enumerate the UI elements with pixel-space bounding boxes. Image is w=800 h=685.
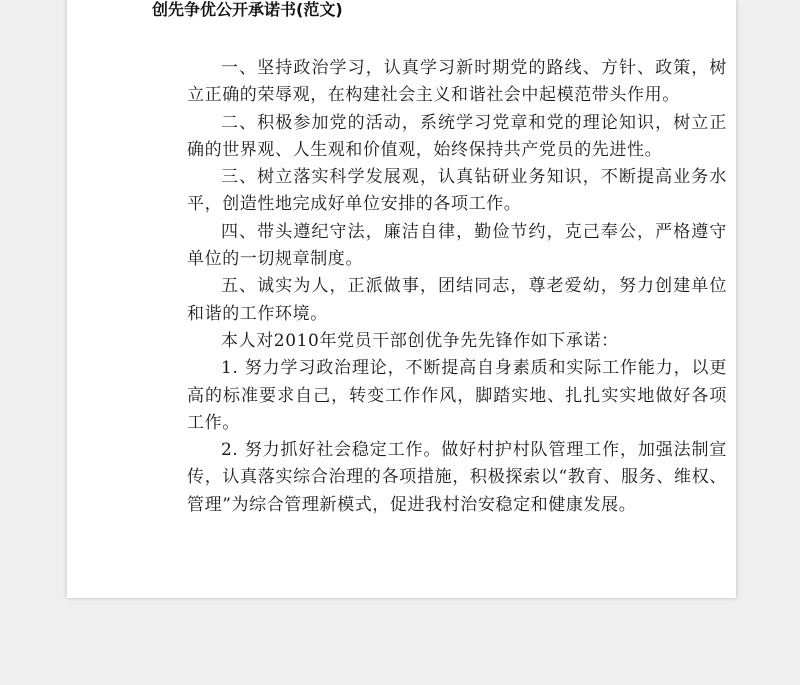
paragraph-1: 一、坚持政治学习，认真学习新时期党的路线、方针、政策，树立正确的荣辱观，在构建社会主义和谐社会中起模范带头作用。 — [187, 58, 727, 106]
document-title: 创先争优公开承诺书(范文) — [152, 0, 343, 19]
document-page — [67, 0, 736, 598]
paragraph-4: 四、带头遵纪守法，廉洁自律，勤俭节约，克己奉公，严格遵守单位的一切规章制度。 — [187, 221, 727, 270]
paragraph-3: 三、树立落实科学发展观，认真钻研业务知识，不断提高业务水平，创造性地完成好单位安排的各项工作。 — [187, 167, 727, 215]
commitment-item-1: 1. 努力学习政治理论，不断提高自身素质和实际工作能力，以更高的标准要求自己，转变工作作风，脚踏实地、扎扎实实地做好各项工作。 — [187, 358, 727, 433]
document-body — [187, 55, 727, 519]
commitment-intro: 本人对2010年党员干部创优争先先锋作如下承诺： — [221, 330, 619, 351]
commitment-item-2: 2. 努力抓好社会稳定工作。做好村护村队管理工作，加强法制宣传，认真落实综合治理的各项措施，积极探索以“教育、服务、维权、管理”为综合管理新模式，促进我村治安稳定和健康发展。 — [187, 440, 727, 515]
paragraph-2: 二、积极参加党的活动，系统学习党章和党的理论知识，树立正确的世界观、人生观和价值观，始终保持共产党员的先进性。 — [187, 112, 727, 160]
paragraph-5: 五、诚实为人，正派做事，团结同志，尊老爱幼，努力创建单位和谐的工作环境。 — [187, 276, 727, 324]
